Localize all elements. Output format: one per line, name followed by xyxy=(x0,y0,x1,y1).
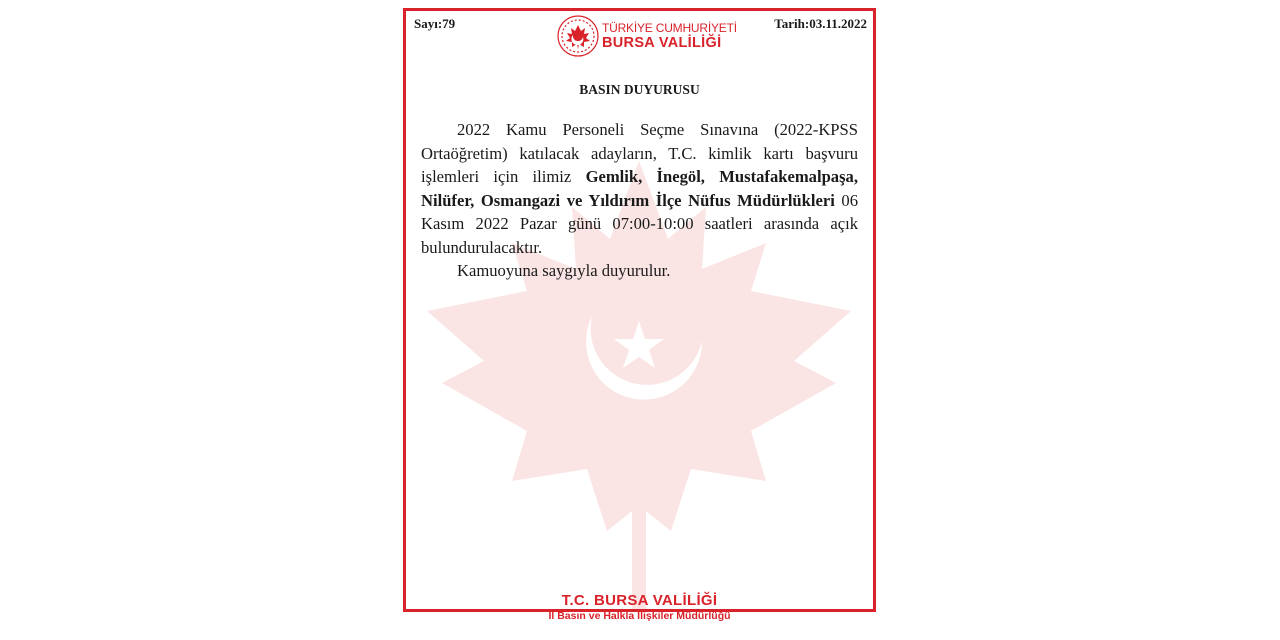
org-name-line1: TÜRKİYE CUMHURİYETİ xyxy=(602,21,737,35)
governorship-logo xyxy=(556,11,737,63)
org-name-line2: BURSA VALİLİĞİ xyxy=(602,35,722,51)
governorship-crescent-star-emblem-icon xyxy=(556,11,600,61)
footer-subtitle: İl Basın ve Halkla İlişkiler Müdürlüğü xyxy=(548,610,731,622)
document-body xyxy=(421,118,858,283)
paragraph-text-part1: 2022 Kamu Personeli Seçme Sınavına (2022-KPSS Ortaöğretim) katılacak adayların, T.C. kimlik kartı başvuru işlemleri için ilimiz xyxy=(421,120,858,186)
document-title: BASIN DUYURUSU xyxy=(579,82,700,97)
closing-paragraph: Kamuoyuna saygıyla duyurulur. xyxy=(457,261,671,280)
paragraph-text-part2: 06 Kasım 2022 Pazar günü 07:00-10:00 saatleri arasında açık bulundurulacaktır. xyxy=(421,190,859,257)
crescent-star-leaf-watermark-icon xyxy=(406,11,873,609)
document-date: Tarih:03.11.2022 xyxy=(774,16,867,31)
document-number: Sayı:79 xyxy=(414,16,456,31)
press-release-document xyxy=(403,8,876,612)
footer-title: T.C. BURSA VALİLİĞİ xyxy=(561,592,718,609)
announcement-paragraph xyxy=(421,118,858,259)
paragraph-bold-offices: Gemlik, İnegöl, Mustafakemalpaşa, Nilüfer, Osmangazi ve Yıldırım İlçe Nüfus Müdürlükleri xyxy=(421,167,859,210)
